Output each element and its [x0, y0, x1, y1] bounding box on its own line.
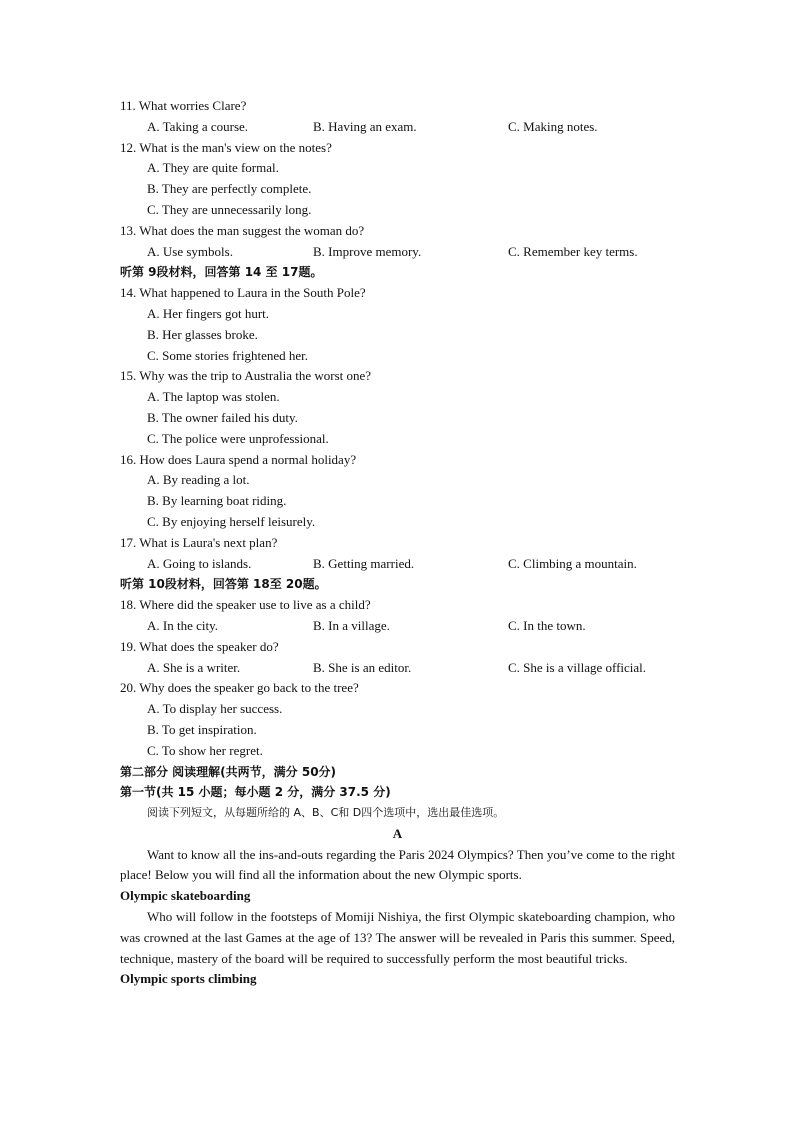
subheading-skateboarding: Olympic skateboarding — [120, 888, 251, 904]
section-9-heading: 听第 9段材料，回答第 14 至 17题。 — [120, 265, 323, 280]
question-13: 13. What does the man suggest the woman do? — [120, 222, 365, 238]
part-2-subheading: 第一节(共 15 小题；每小题 2 分，满分 37.5 分) — [120, 785, 391, 800]
option-a: A. In the city. — [147, 617, 218, 633]
option-c: C. They are unnecessarily long. — [147, 201, 312, 217]
instruction: 阅读下列短文，从每题所给的 A、B、C和 D四个选项中，选出最佳选项。 — [147, 806, 505, 820]
question-11: 11. What worries Clare? — [120, 98, 247, 113]
option-a: A. They are quite formal. — [147, 160, 279, 176]
option-b: B. To get inspiration. — [147, 721, 257, 737]
option-a: A. Taking a course. — [147, 118, 249, 134]
option-b: B. She is an editor. — [313, 659, 412, 675]
part-2-heading: 第二部分 阅读理解(共两节，满分 50分) — [120, 764, 337, 779]
option-c: C. She is a village official. — [508, 659, 647, 675]
option-b: B. Getting married. — [313, 555, 415, 571]
option-a: A. Use symbols. — [147, 243, 233, 259]
option-b: B. The owner failed his duty. — [147, 409, 298, 425]
option-c: C. In the town. — [508, 617, 586, 633]
question-15: 15. Why was the trip to Australia the worst one? — [120, 368, 372, 384]
option-b: B. In a village. — [313, 617, 390, 633]
option-b: B. Having an exam. — [313, 118, 417, 134]
page-content — [120, 96, 675, 990]
option-c: C. Some stories frightened her. — [147, 347, 309, 363]
question-12: 12. What is the man's view on the notes? — [120, 139, 332, 155]
question-18: 18. Where did the speaker use to live as a child? — [120, 597, 371, 613]
option-b: B. By learning boat riding. — [147, 493, 287, 509]
option-c: C. To show her regret. — [147, 742, 263, 758]
question-16: 16. How does Laura spend a normal holiday? — [120, 451, 357, 467]
option-b: B. Her glasses broke. — [147, 326, 258, 342]
question-17-options — [147, 554, 675, 575]
question-17: 17. What is Laura's next plan? — [120, 534, 278, 550]
option-b: B. They are perfectly complete. — [147, 181, 312, 197]
question-20: 20. Why does the speaker go back to the tree? — [120, 680, 359, 696]
passage-letter: A — [392, 825, 403, 841]
question-14: 14. What happened to Laura in the South Pole? — [120, 285, 366, 301]
option-a: A. The laptop was stolen. — [147, 389, 280, 405]
question-18-options — [147, 616, 675, 637]
option-c: C. Remember key terms. — [508, 243, 638, 259]
option-a: A. To display her success. — [147, 701, 283, 717]
option-c: C. Making notes. — [508, 118, 598, 134]
option-a: A. By reading a lot. — [147, 472, 250, 488]
skateboarding-paragraph: Who will follow in the footsteps of Momiji Nishiya, the first Olympic skateboarding champion, who was crowned at the last Games at the age of 13? The answer will be revealed in Paris this summer. Speed, technique, mastery of the board will be required to successfully perform the most beautiful tricks. — [120, 909, 675, 966]
option-a: A. She is a writer. — [147, 659, 241, 675]
option-a: A. Her fingers got hurt. — [147, 305, 270, 321]
option-c: C. By enjoying herself leisurely. — [147, 513, 316, 529]
question-19: 19. What does the speaker do? — [120, 638, 279, 654]
subheading-climbing: Olympic sports climbing — [120, 971, 257, 987]
question-19-options — [147, 658, 675, 679]
option-c: C. Climbing a mountain. — [508, 555, 637, 571]
intro-paragraph: Want to know all the ins-and-outs regarding the Paris 2024 Olympics? Then you’ve come to the right place! Below you will find all the information about the new Olympic sports. — [120, 846, 675, 883]
option-c: C. The police were unprofessional. — [147, 430, 329, 446]
question-13-options — [147, 242, 675, 263]
section-10-heading: 听第 10段材料，回答第 18至 20题。 — [120, 577, 327, 592]
option-b: B. Improve memory. — [313, 243, 422, 259]
option-a: A. Going to islands. — [147, 555, 252, 571]
question-11-options — [147, 117, 675, 138]
